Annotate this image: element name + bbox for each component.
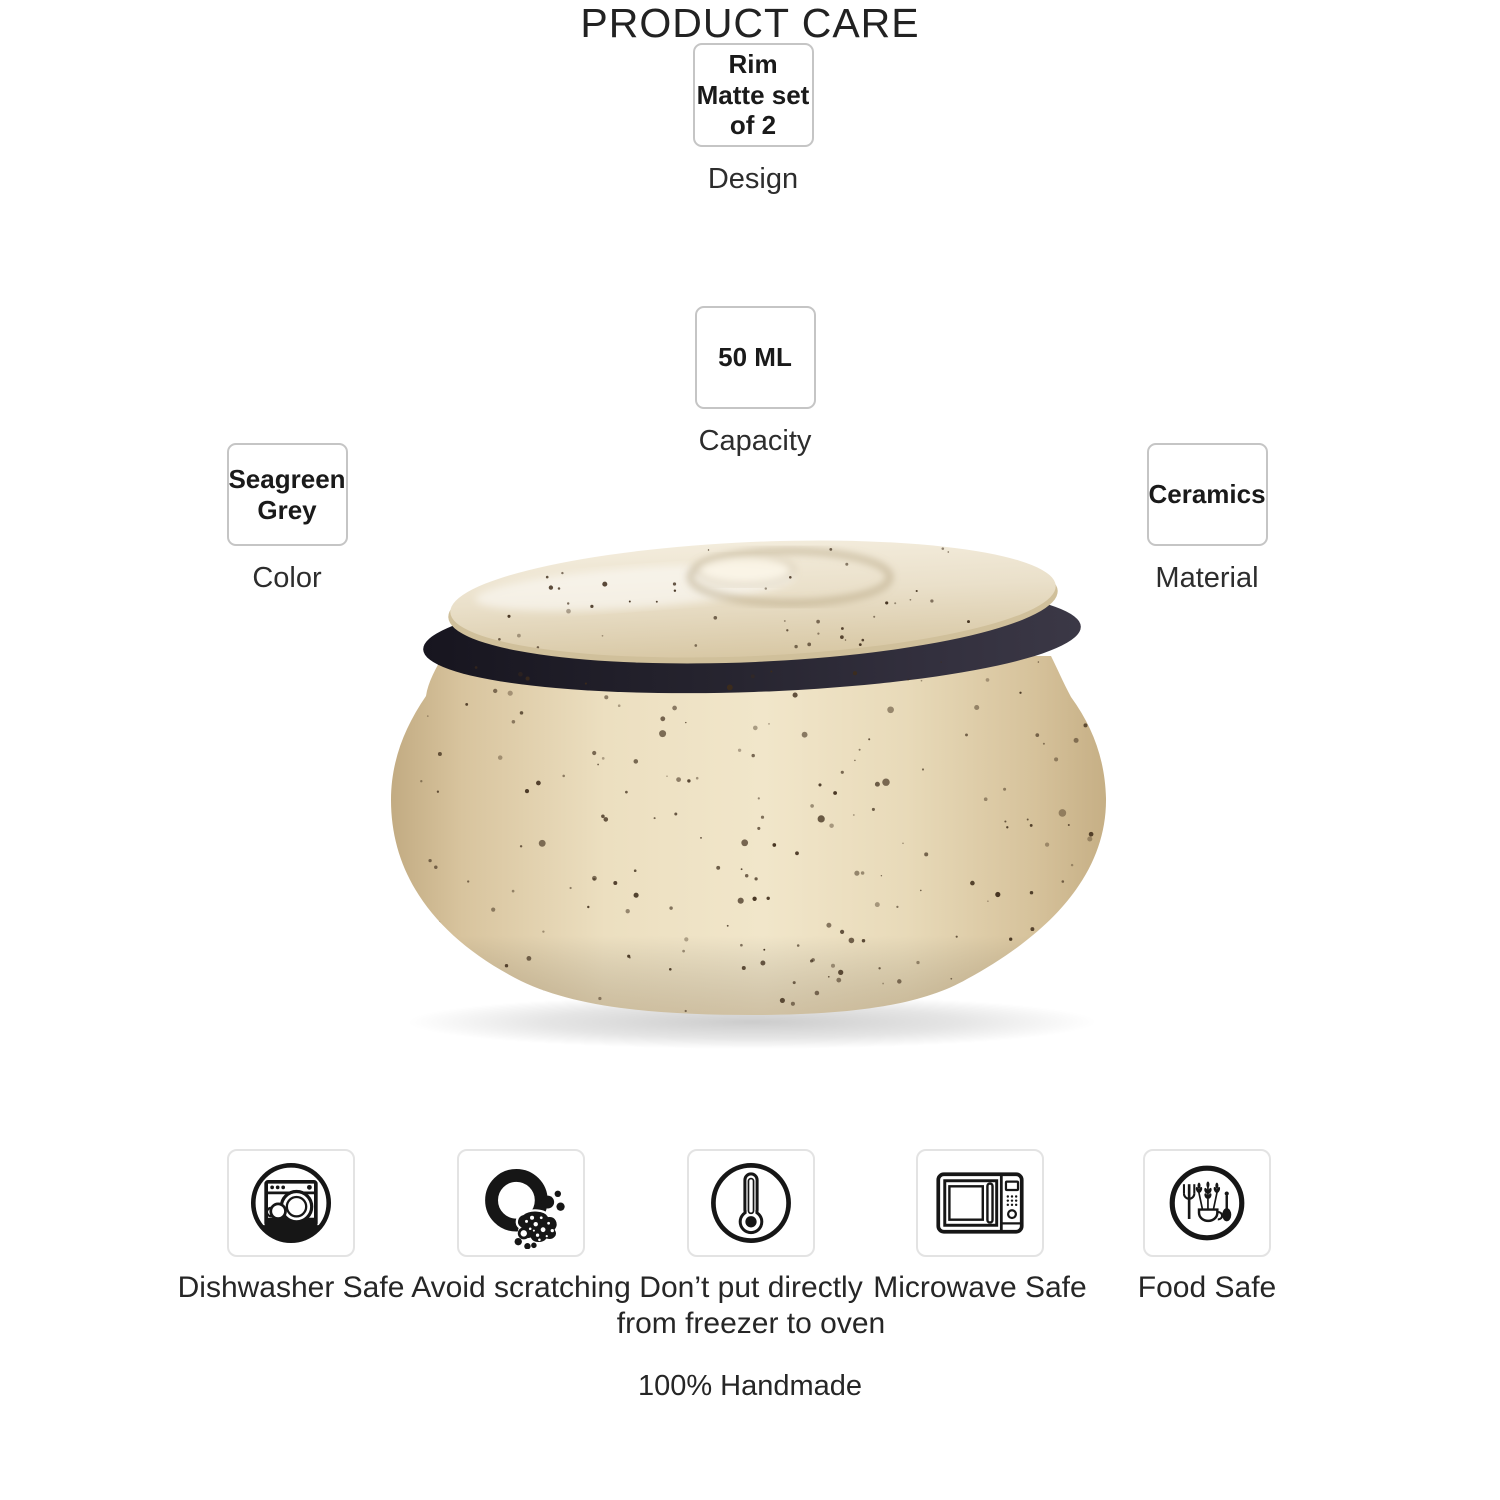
food-safe-icon [1160,1156,1254,1250]
care-label: Dishwasher Safe [177,1271,405,1304]
handmade-note: 100% Handmade [637,1370,863,1402]
care-label: Microwave Safe [873,1271,1087,1304]
spec-material-label: Material [1155,562,1259,594]
spec-color-label: Color [252,562,322,594]
care-item-dishwasher [171,1149,411,1306]
care-box [227,1149,355,1257]
care-item-food-safe [1087,1149,1327,1306]
pot-lid-knob-top [697,555,793,585]
spec-color-box [227,443,348,546]
product-photo [340,490,1170,1060]
care-box [916,1149,1044,1257]
spec-design [653,43,853,196]
pot-body-shading [391,654,1106,1015]
care-box [687,1149,815,1257]
spec-capacity-label: Capacity [698,425,812,457]
product-care-title: PRODUCT CARE [580,0,920,46]
care-box [1143,1149,1271,1257]
care-label: Food Safe [1137,1271,1277,1304]
spec-capacity [655,306,855,458]
spec-design-value: Rim Matte set of 2 [696,49,810,141]
microwave-safe-icon [929,1161,1031,1245]
spec-material-value: Ceramics [1148,479,1266,510]
care-label: Don’t put directly from freezer to oven [616,1271,886,1340]
dishwasher-safe-icon [245,1157,337,1249]
care-item-microwave [860,1149,1100,1306]
spec-design-box [693,43,814,147]
spec-color-value: Seagreen Grey [228,463,346,525]
care-label: Avoid scratching [411,1271,631,1304]
freezer-to-oven-icon [704,1156,798,1250]
avoid-scratching-icon [475,1157,567,1249]
spec-capacity-box [695,306,816,409]
care-item-scratching [401,1149,641,1306]
spec-capacity-value: 50 ML [718,342,792,373]
spec-design-label: Design [707,163,799,196]
care-box [457,1149,585,1257]
care-item-freezer-oven [611,1149,891,1342]
